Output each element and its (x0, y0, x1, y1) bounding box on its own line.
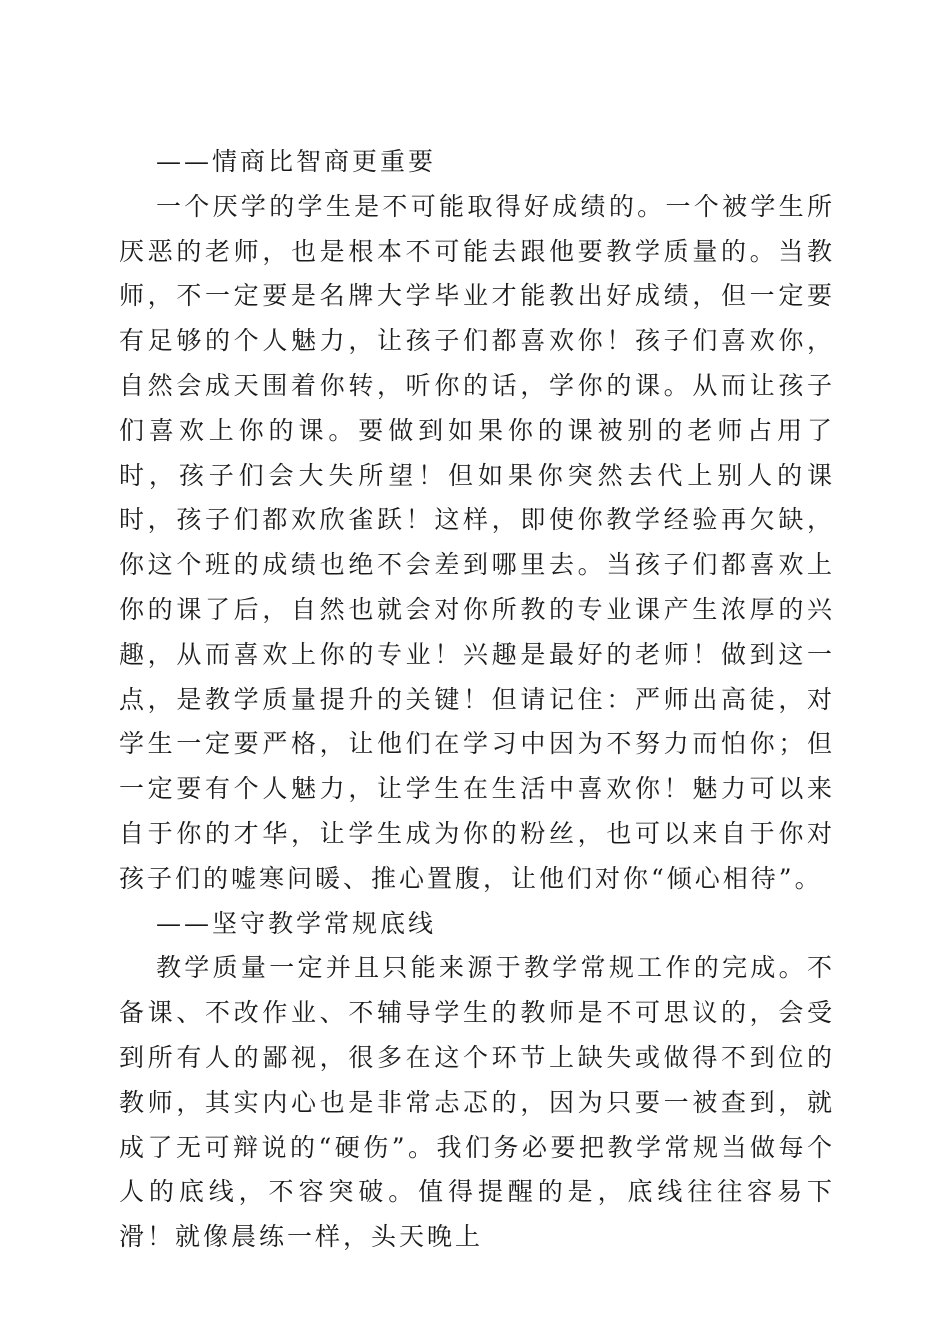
document-body (119, 140, 835, 1260)
section-heading-eq: ——情商比智商更重要 (156, 147, 437, 176)
paragraph-routine: 教学质量一定并且只能来源于教学常规工作的完成。不备课、不改作业、不辅导学生的教师是不可思议的，会受到所有人的鄙视，很多在这个环节上缺失或做得不到位的教师，其实内心也是非常忐忑的，因为只要一被查到，就成了无可辩说的“硬伤”。我们务必要把教学常规当做每个人的底线，不容突破。值得提醒的是，底线往往容易下滑！就像晨练一样，头天晚上 (119, 953, 835, 1252)
paragraph-eq: 一个厌学的学生是不可能取得好成绩的。一个被学生所厌恶的老师，也是根本不可能去跟他要教学质量的。当教师，不一定要是名牌大学毕业才能教出好成绩，但一定要有足够的个人魅力，让孩子们都喜欢你！孩子们喜欢你，自然会成天围着你转，听你的话，学你的课。从而让孩子们喜欢上你的课。要做到如果你的课被别的老师占用了时，孩子们会大失所望！但如果你突然去代上别人的课时，孩子们都欢欣雀跃！这样，即使你教学经验再欠缺，你这个班的成绩也绝不会差到哪里去。当孩子们都喜欢上你的课了后，自然也就会对你所教的专业课产生浓厚的兴趣，从而喜欢上你的专业！兴趣是最好的老师！做到这一点，是教学质量提升的关键！但请记住：严师出高徒，对学生一定要严格，让他们在学习中因为不努力而怕你；但一定要有个人魅力，让学生在生活中喜欢你！魅力可以来自于你的才华，让学生成为你的粉丝，也可以来自于你对孩子们的嘘寒问暖、推心置腹，让他们对你“倾心相待”。 (119, 191, 835, 893)
section-heading-routine: ——坚守教学常规底线 (156, 908, 437, 938)
